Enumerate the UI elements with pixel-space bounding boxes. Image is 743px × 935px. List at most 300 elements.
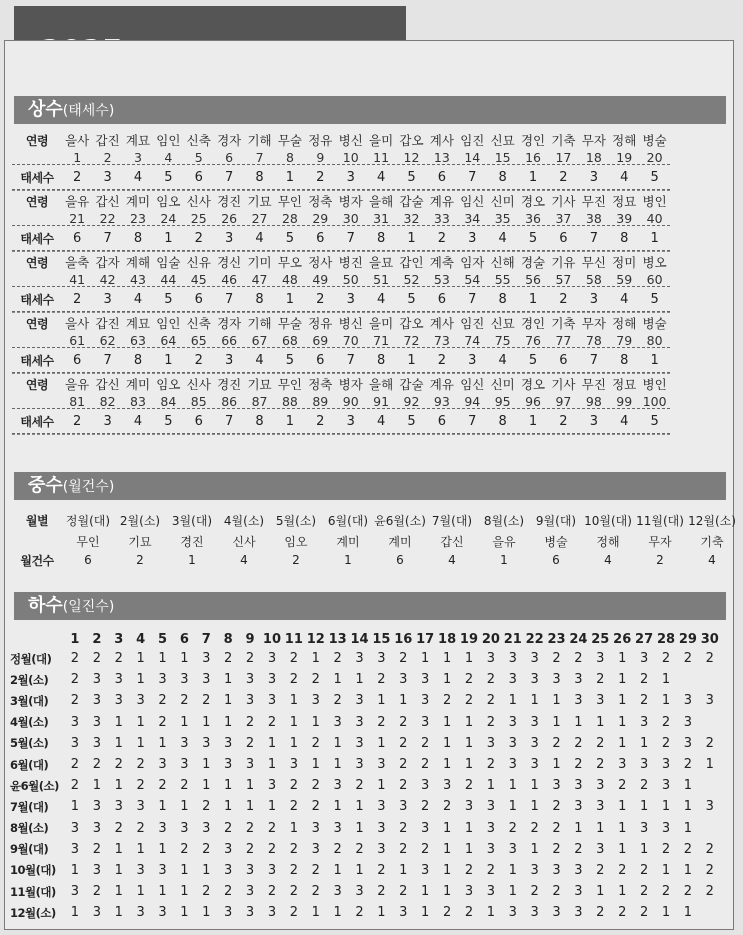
iljin-value-cell: 2: [70, 651, 80, 667]
taese-value-cell: 3: [589, 291, 598, 307]
taese-value-cell: 5: [528, 230, 538, 246]
iljin-value-cell: 2: [661, 884, 671, 900]
day-number-cell: 21: [503, 631, 522, 647]
hasu-month-label: 9월(대): [10, 842, 49, 857]
iljin-value-cell: 2: [180, 841, 189, 857]
age-number-cell: 41: [69, 271, 86, 287]
hasu-month-row: [10, 796, 721, 817]
iljin-value-cell: 1: [289, 693, 298, 709]
iljin-value-cell: 1: [311, 905, 320, 921]
day-number-cell: 26: [613, 631, 632, 647]
hasu-month-label: 8월(소): [10, 821, 49, 836]
day-number-cell: 20: [481, 631, 500, 647]
month-ganji-cell: 무인: [76, 534, 100, 549]
iljin-value-cell: 2: [639, 905, 649, 921]
iljin-value-cell: 2: [245, 714, 255, 730]
ganji-name-cell: 계유: [429, 377, 454, 392]
iljin-value-cell: 2: [92, 841, 101, 857]
iljin-value-cell: 3: [508, 672, 517, 688]
iljin-value-cell: 1: [136, 841, 145, 857]
hasu-table: [10, 630, 721, 923]
iljin-value-cell: 3: [574, 778, 583, 794]
iljin-value-cell: 2: [639, 672, 649, 688]
iljin-value-cell: 3: [399, 672, 408, 688]
iljin-value-cell: 2: [705, 651, 714, 667]
iljin-value-cell: 1: [224, 672, 233, 688]
ganji-name-cell: 신사: [186, 377, 211, 392]
iljin-value-cell: 1: [70, 905, 80, 921]
iljin-value-cell: 2: [267, 820, 277, 836]
ganji-name-cell: 신미: [490, 194, 515, 209]
ganji-name-cell: 무술: [277, 133, 302, 148]
age-number-cell: 61: [69, 332, 86, 348]
age-number-cell: 54: [464, 271, 481, 287]
taese-value-cell: 7: [225, 169, 234, 185]
iljin-value-cell: 1: [158, 735, 167, 751]
ganji-name-cell: 계유: [429, 194, 454, 209]
month-ganji-cell: 무자: [648, 534, 672, 549]
age-number-cell: 92: [403, 393, 420, 409]
month-ganji-cell: 계미: [388, 534, 412, 549]
ganji-name-cell: 기유: [551, 255, 576, 270]
ganji-name-cell: 병진: [338, 255, 363, 270]
age-number-cell: 87: [251, 393, 268, 409]
age-number-cell: 33: [433, 210, 450, 226]
taese-value-cell: 8: [133, 230, 143, 246]
jungsu-title: 중수: [28, 475, 63, 496]
age-number-cell: 2: [103, 149, 112, 165]
ganji-name-cell: 신미: [490, 377, 515, 392]
age-number-cell: 97: [555, 393, 572, 409]
iljin-value-cell: 2: [311, 884, 320, 900]
iljin-value-cell: 3: [224, 757, 233, 773]
age-number-cell: 100: [642, 393, 667, 409]
taese-value-cell: 2: [559, 169, 568, 185]
taese-row: [12, 164, 670, 190]
age-number-cell: 18: [585, 149, 602, 165]
age-number-cell: 22: [99, 210, 116, 226]
month-row: [12, 508, 738, 532]
iljin-value-cell: 3: [70, 714, 80, 730]
age-number-cell: 91: [373, 393, 390, 409]
ganji-name-cell: 병술: [642, 316, 667, 331]
taese-value-cell: 2: [73, 413, 82, 429]
iljin-value-cell: 1: [136, 714, 145, 730]
month-ganji-cell: 임오: [284, 534, 308, 549]
iljin-value-cell: 2: [705, 884, 714, 900]
taese-value-cell: 8: [620, 230, 629, 246]
iljin-value-cell: 2: [508, 820, 517, 836]
iljin-value-cell: 2: [311, 778, 320, 794]
age-label: 연령: [25, 194, 49, 209]
age-number-cell: 12: [403, 149, 420, 165]
age-number-cell: 96: [525, 393, 541, 409]
iljin-value-cell: 2: [311, 862, 320, 878]
iljin-value-cell: 1: [267, 757, 277, 773]
iljin-value-cell: 2: [639, 693, 649, 709]
iljin-value-cell: 3: [574, 693, 583, 709]
taese-row: [12, 225, 670, 251]
iljin-value-cell: 1: [333, 757, 342, 773]
day-number-cell: 29: [678, 631, 697, 647]
iljin-value-cell: 2: [464, 905, 474, 921]
iljin-value-cell: 2: [705, 735, 714, 751]
ganji-name-cell: 을사: [65, 316, 90, 331]
taese-value-cell: 3: [468, 352, 477, 368]
wolgeon-value-cell: 4: [240, 553, 248, 567]
iljin-value-cell: 1: [202, 905, 211, 921]
sangsu-section-title: [14, 96, 726, 124]
taese-value-cell: 3: [346, 413, 355, 429]
age-number-cell: 32: [403, 210, 420, 226]
taese-value-cell: 3: [103, 413, 112, 429]
iljin-value-cell: 1: [464, 820, 474, 836]
iljin-value-cell: 1: [596, 820, 605, 836]
age-number-cell: 80: [646, 332, 663, 348]
iljin-value-cell: 3: [114, 693, 123, 709]
month-ganji-cell: 기축: [700, 534, 724, 549]
iljin-value-cell: 3: [202, 820, 211, 836]
ganji-name-cell: 무오: [277, 255, 302, 270]
taese-value-cell: 1: [164, 230, 173, 246]
month-cell: 11월(대): [636, 513, 684, 528]
month-cell: 3월(대): [171, 513, 213, 528]
hasu-month-row: [10, 818, 721, 839]
iljin-value-cell: 3: [70, 841, 80, 857]
iljin-value-cell: 1: [267, 735, 277, 751]
iljin-value-cell: 3: [333, 778, 342, 794]
iljin-value-cell: 1: [136, 735, 145, 751]
iljin-value-cell: 3: [355, 757, 364, 773]
wolgeon-value-cell: 1: [344, 553, 352, 567]
iljin-value-cell: 2: [333, 841, 342, 857]
hasu-month-label: 윤6월(소): [10, 778, 59, 793]
ganji-name-cell: 임오: [156, 377, 181, 392]
iljin-value-cell: 2: [158, 778, 167, 794]
iljin-value-cell: 3: [399, 905, 408, 921]
iljin-value-cell: 2: [92, 884, 101, 900]
taese-value-cell: 1: [407, 230, 416, 246]
day-number-cell: 11: [284, 631, 303, 647]
taese-row: [12, 408, 670, 434]
iljin-value-cell: 2: [574, 735, 583, 751]
iljin-value-cell: 3: [136, 862, 145, 878]
hasu-month-row: [10, 669, 721, 690]
iljin-value-cell: 3: [530, 905, 539, 921]
age-name-row: [12, 130, 670, 150]
iljin-value-cell: 3: [158, 757, 167, 773]
iljin-value-cell: 1: [377, 735, 386, 751]
iljin-value-cell: 2: [574, 757, 583, 773]
ganji-name-cell: 무진: [581, 194, 606, 209]
iljin-value-cell: 3: [530, 651, 539, 667]
iljin-value-cell: 2: [421, 735, 430, 751]
iljin-value-cell: 2: [421, 757, 430, 773]
iljin-value-cell: 1: [639, 735, 649, 751]
iljin-value-cell: 3: [618, 757, 627, 773]
month-cell: 정월(대): [65, 513, 111, 528]
iljin-value-cell: 2: [705, 862, 714, 878]
taese-value-cell: 8: [376, 230, 386, 246]
iljin-value-cell: 1: [202, 862, 211, 878]
iljin-value-cell: 3: [180, 757, 189, 773]
age-number-cell: 60: [646, 271, 663, 287]
taese-value-cell: 5: [164, 169, 173, 185]
iljin-value-cell: 2: [574, 651, 583, 667]
iljin-value-cell: 2: [355, 905, 364, 921]
hasu-title: 하수: [28, 595, 63, 616]
iljin-value-cell: 2: [399, 778, 408, 794]
iljin-value-cell: 2: [289, 841, 298, 857]
iljin-value-cell: 1: [618, 735, 627, 751]
age-label: 연령: [25, 377, 49, 392]
iljin-value-cell: 3: [530, 672, 539, 688]
hasu-month-label: 6월(대): [10, 757, 49, 772]
taese-value-cell: 5: [650, 291, 659, 307]
iljin-value-cell: 2: [202, 799, 211, 815]
age-number-cell: 65: [190, 332, 207, 348]
age-number-cell: 24: [160, 210, 177, 226]
iljin-value-cell: 3: [245, 693, 255, 709]
taese-value-cell: 6: [73, 352, 82, 368]
month-cell: 2월(소): [119, 513, 161, 528]
age-number-cell: 49: [312, 271, 329, 287]
iljin-value-cell: 1: [202, 714, 211, 730]
wolgeon-value-cell: 2: [656, 553, 664, 567]
ganji-name-cell: 을유: [65, 377, 90, 392]
taese-value-cell: 4: [376, 169, 386, 185]
iljin-value-cell: 3: [574, 905, 583, 921]
age-number-cell: 19: [616, 149, 633, 165]
age-number-cell: 51: [373, 271, 390, 287]
ganji-name-cell: 을축: [65, 255, 90, 270]
ganji-name-cell: 갑술: [399, 194, 424, 209]
iljin-value-cell: 3: [267, 672, 277, 688]
taese-value-cell: 5: [164, 291, 173, 307]
iljin-value-cell: 2: [311, 672, 320, 688]
iljin-value-cell: 1: [508, 693, 517, 709]
age-number-cell: 31: [373, 210, 390, 226]
ganji-name-cell: 경신: [217, 255, 242, 270]
iljin-value-cell: 1: [377, 693, 386, 709]
ganji-name-cell: 경술: [520, 255, 546, 270]
iljin-value-cell: 1: [683, 778, 693, 794]
iljin-value-cell: 3: [596, 778, 605, 794]
age-number-cell: 66: [221, 332, 238, 348]
iljin-value-cell: 2: [289, 778, 298, 794]
ganji-name-cell: 임신: [460, 377, 485, 392]
iljin-value-cell: 3: [486, 799, 495, 815]
hasu-month-label: 11월(대): [10, 884, 56, 899]
month-cell: 8월(소): [483, 513, 525, 528]
ganji-name-cell: 무신: [581, 255, 606, 270]
iljin-value-cell: 1: [136, 672, 145, 688]
iljin-value-cell: 1: [508, 778, 517, 794]
taese-value-cell: 4: [133, 169, 143, 185]
iljin-value-cell: 3: [552, 778, 561, 794]
taese-value-cell: 7: [589, 352, 598, 368]
taese-value-cell: 6: [316, 230, 325, 246]
hasu-month-row: [10, 902, 721, 923]
iljin-value-cell: 1: [661, 799, 671, 815]
taese-value-cell: 8: [498, 291, 507, 307]
iljin-value-cell: 1: [552, 714, 561, 730]
taese-value-cell: 3: [589, 169, 598, 185]
iljin-value-cell: 1: [464, 735, 474, 751]
age-number-cell: 78: [585, 332, 602, 348]
ganji-name-cell: 경오: [520, 194, 546, 209]
iljin-value-cell: 1: [180, 884, 189, 900]
iljin-value-cell: 3: [180, 735, 189, 751]
taese-label: 태세수: [20, 414, 54, 429]
taese-value-cell: 6: [73, 230, 82, 246]
hasu-month-label: 7월(대): [10, 799, 49, 814]
iljin-value-cell: 1: [596, 884, 605, 900]
taese-value-cell: 6: [437, 169, 447, 185]
ganji-name-cell: 정축: [308, 377, 333, 392]
age-number-cell: 42: [99, 271, 116, 287]
age-number-cell: 56: [525, 271, 541, 287]
age-number-cell: 88: [281, 393, 298, 409]
iljin-value-cell: 3: [180, 672, 189, 688]
iljin-value-cell: 1: [180, 905, 189, 921]
iljin-value-cell: 1: [399, 693, 408, 709]
day-number-cell: 16: [394, 631, 413, 647]
iljin-value-cell: 3: [683, 735, 693, 751]
iljin-value-cell: 3: [267, 862, 277, 878]
hasu-month-label: 4월(소): [10, 715, 49, 730]
iljin-value-cell: 3: [508, 735, 517, 751]
iljin-value-cell: 1: [661, 672, 671, 688]
iljin-value-cell: 1: [311, 651, 320, 667]
iljin-value-cell: 3: [574, 862, 583, 878]
iljin-value-cell: 2: [399, 884, 408, 900]
iljin-value-cell: 2: [399, 820, 408, 836]
month-ganji-cell: 병술: [544, 534, 568, 549]
iljin-value-cell: 1: [224, 778, 233, 794]
day-header-row: [10, 630, 721, 648]
iljin-value-cell: 1: [180, 651, 189, 667]
iljin-value-cell: 3: [355, 693, 364, 709]
iljin-value-cell: 2: [618, 905, 627, 921]
day-number-cell: 12: [306, 631, 325, 647]
ganji-name-cell: 경자: [217, 316, 242, 331]
iljin-value-cell: 3: [377, 820, 386, 836]
iljin-value-cell: 3: [92, 799, 101, 815]
ganji-name-cell: 경오: [520, 377, 546, 392]
age-number-cell: 58: [585, 271, 602, 287]
age-number-row: [12, 211, 670, 225]
day-number-cell: 3: [114, 631, 124, 647]
taese-value-cell: 3: [225, 352, 234, 368]
iljin-value-cell: 1: [333, 862, 342, 878]
month-ganji-cell: 기묘: [128, 534, 152, 549]
iljin-value-cell: 2: [464, 672, 474, 688]
age-number-cell: 62: [99, 332, 116, 348]
iljin-value-cell: 2: [311, 799, 320, 815]
taese-value-cell: 1: [285, 413, 295, 429]
iljin-value-cell: 3: [92, 735, 101, 751]
taese-value-cell: 8: [133, 352, 143, 368]
ganji-name-cell: 계묘: [125, 316, 151, 331]
ganji-name-cell: 갑신: [95, 377, 120, 392]
ganji-name-cell: 신묘: [490, 133, 515, 148]
ganji-name-cell: 기묘: [247, 377, 272, 392]
month-ganji-cell: 계미: [336, 534, 360, 549]
age-number-cell: 23: [130, 210, 146, 226]
age-number-cell: 73: [433, 332, 450, 348]
ganji-name-cell: 기묘: [247, 194, 272, 209]
age-number-cell: 76: [525, 332, 541, 348]
iljin-value-cell: 1: [508, 799, 517, 815]
hasu-month-row: [10, 712, 721, 733]
ganji-name-cell: 신축: [186, 133, 211, 148]
iljin-value-cell: 1: [464, 651, 474, 667]
iljin-value-cell: 1: [114, 735, 123, 751]
iljin-value-cell: 2: [486, 672, 495, 688]
taese-value-cell: 4: [620, 291, 629, 307]
age-number-cell: 81: [69, 393, 86, 409]
iljin-value-cell: 2: [661, 714, 671, 730]
ganji-name-cell: 갑진: [95, 316, 120, 331]
month-ganji-row: [12, 532, 738, 550]
age-number-cell: 83: [130, 393, 146, 409]
ganji-name-cell: 무인: [277, 377, 302, 392]
age-number-cell: 71: [373, 332, 390, 348]
taese-value-cell: 7: [103, 230, 112, 246]
age-number-cell: 93: [433, 393, 450, 409]
iljin-value-cell: 2: [464, 778, 474, 794]
iljin-value-cell: 2: [661, 841, 671, 857]
ganji-name-cell: 기사: [551, 377, 576, 392]
iljin-value-cell: 3: [224, 841, 233, 857]
age-number-cell: 10: [342, 149, 359, 165]
taese-value-cell: 5: [528, 352, 538, 368]
age-label: 연령: [25, 255, 49, 270]
jungsu-subtitle: (월건수): [62, 479, 115, 495]
age-number-cell: 29: [312, 210, 329, 226]
ganji-name-cell: 계해: [125, 255, 151, 270]
taese-value-cell: 7: [225, 413, 234, 429]
age-number-cell: 85: [190, 393, 207, 409]
sangsu-block: [12, 191, 670, 252]
iljin-value-cell: 3: [421, 820, 430, 836]
month-ganji-cell: 갑신: [440, 534, 464, 549]
age-number-cell: 20: [646, 149, 663, 165]
age-label: 연령: [25, 133, 49, 148]
wolgeon-row: [12, 550, 738, 570]
taese-value-cell: 6: [437, 413, 447, 429]
taese-value-cell: 5: [407, 413, 416, 429]
ganji-name-cell: 계미: [125, 194, 151, 209]
iljin-value-cell: 1: [618, 841, 627, 857]
iljin-value-cell: 3: [683, 693, 693, 709]
age-number-cell: 86: [221, 393, 238, 409]
iljin-value-cell: 1: [618, 884, 627, 900]
ganji-name-cell: 정유: [308, 133, 333, 148]
taese-value-cell: 5: [285, 352, 295, 368]
iljin-value-cell: 3: [92, 693, 101, 709]
iljin-value-cell: 1: [530, 778, 539, 794]
iljin-value-cell: 1: [661, 905, 671, 921]
age-name-row: [12, 252, 670, 272]
ganji-name-cell: 정묘: [612, 194, 637, 209]
month-ganji-cell: 경진: [180, 534, 204, 549]
iljin-value-cell: 1: [355, 672, 364, 688]
age-number-cell: 98: [585, 393, 602, 409]
iljin-value-cell: 3: [705, 799, 714, 815]
iljin-value-cell: 3: [508, 651, 517, 667]
